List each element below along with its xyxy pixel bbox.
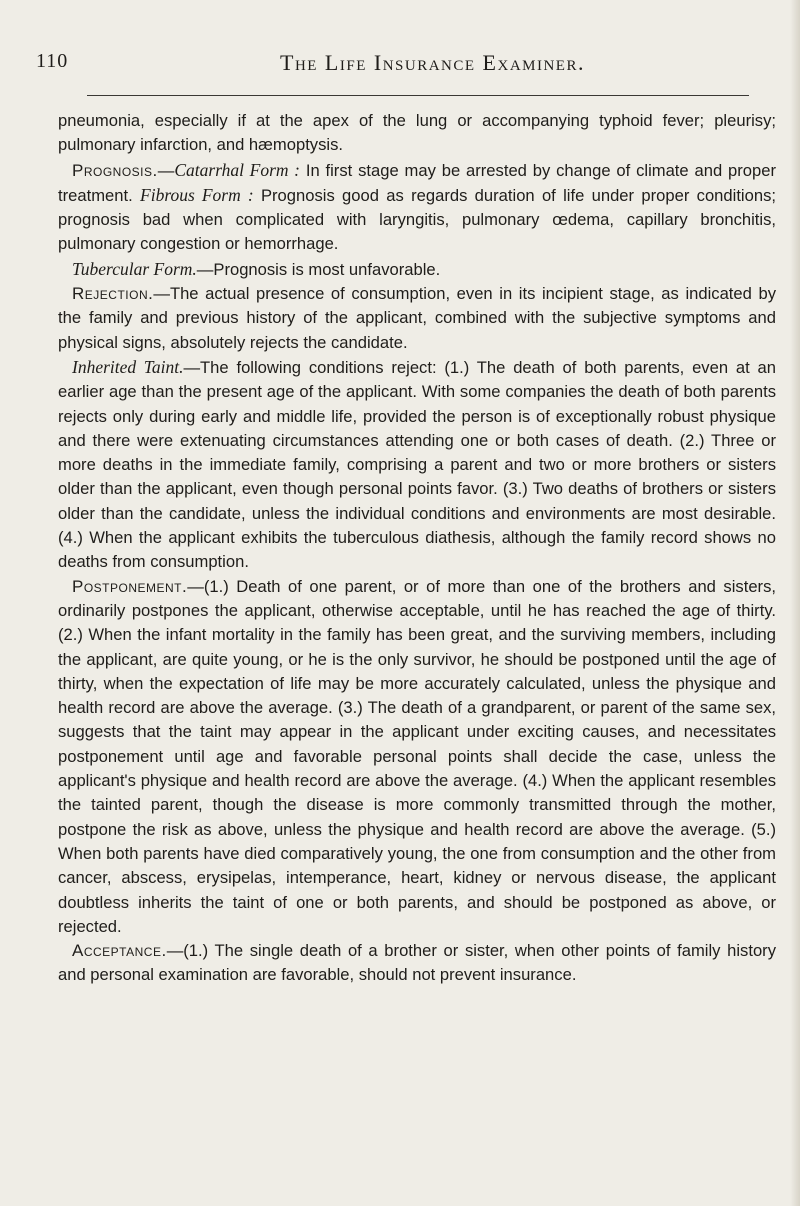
page-header [36,50,776,80]
section-heading-prognosis: Prognosis. [72,160,158,180]
section-heading-acceptance: Acceptance. [72,941,167,961]
paragraph-inherited-taint: Inherited Taint.—The following conditions reject: (1.) The death of both parents, even at an earlier age than the present age of the applicant. With some companies the death of both parents rejects only during early and middle life, provided the person is of exceptionally robust physique and there were extenuating circumstances attending one or both cases of death. (2.) Three or more deaths in the immediate family, comprising a parent and two or more brothers or sisters older than the applicant, even though personal points favor. (3.) Two deaths of brothers or sisters older than the candidate, unless the individual conditions and environments are most desirable. (4.) When the applicant exhibits the tuberculous diathesis, although the family record shows no deaths from consumption. [58,356,776,572]
paragraph-rejection: Rejection.—The actual presence of consumption, even in its incipient stage, as indicated by the family and previous history of the applicant, combined with the subjective symptoms and physical signs, absolutely rejects the candidate. [58,284,776,352]
label-catarrhal-form: Catarrhal Form : [174,159,300,180]
page-number: 110 [36,50,69,72]
label-fibrous-form: Fibrous Form : [140,184,254,205]
body-text [58,109,776,988]
running-title: The Life Insurance Examiner. [280,50,585,75]
header-rule [87,95,749,96]
section-heading-rejection: Rejection. [72,284,154,304]
paragraph-prognosis: Prognosis.—Catarrhal Form : In first stage may be arrested by change of climate and proper treatment. Fibrous Form : Prognosis good as regards duration of life under proper conditions; prognosis bad when complicated with laryngitis, pulmonary œdema, capillary bronchitis, pulmonary congestion or hemorrhage. [58,159,776,254]
label-tubercular-form: Tubercular Form. [72,258,197,279]
paragraph-tubercular-form: Tubercular Form.—Prognosis is most unfavorable. [72,258,441,279]
section-heading-postponement: Postponement. [72,576,188,596]
paragraph-acceptance: Acceptance.—(1.) The single death of a brother or sister, when other points of family history and personal examination are favorable, should not prevent insurance. [58,941,776,985]
label-inherited-taint: Inherited Taint. [72,356,184,377]
page-edge-shadow [790,0,800,1206]
paragraph-postponement: Postponement.—(1.) Death of one parent, or of more than one of the brothers and sisters, ordinarily postpones the applicant, otherwise acceptable, until he has reached the age of thirty. (2.) When the infant mortality in the family has been great, and the surviving members, including the applicant, are quite young, or he is the only survivor, he should be postponed until the age of thirty, when the expectation of life may be more accurately calculated, unless the physique and health record are above the average. (3.) The death of a grandparent, or parent of the same sex, suggests that the taint may appear in the applicant under exciting causes, and necessitates postponement until age and favorable personal points shall decide the case, unless the applicant's physique and health record are above the average. (4.) When the applicant resembles the tainted parent, though the disease is more commonly transmitted through the mother, postpone the risk as above, unless the physique and health record are above the average. (5.) When both parents have died comparatively young, the one from consumption and the other from cancer, abscess, erysipelas, intemperance, heart, kidney or nervous disease, the applicant doubtless inherits the taint of one or both parents, and should be postponed as above, or rejected. [58,576,776,936]
paragraph-pneumonia: pneumonia, especially if at the apex of the lung or accompanying typhoid fever; pleurisy; pulmonary infarction, and hæmoptysis. [58,111,776,155]
